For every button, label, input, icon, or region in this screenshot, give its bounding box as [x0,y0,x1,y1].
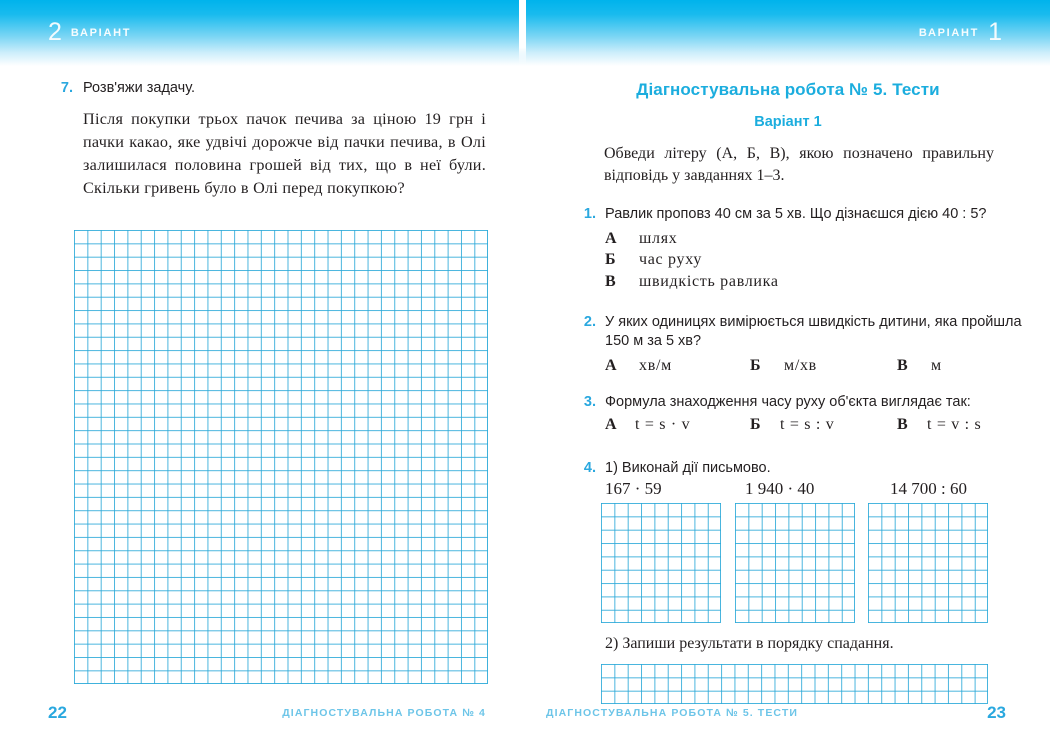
option-letter: В [897,416,908,433]
calculation-grid-2[interactable] [735,503,855,623]
question-2 [580,313,1035,351]
option-row[interactable] [605,271,779,292]
option-formula: t = s : v [780,416,835,433]
option-b[interactable] [750,355,897,376]
expression-2: 1 940 · 40 [745,479,815,498]
question-3-options [605,414,1015,435]
header-band [0,0,1050,66]
header-variant-left-number: 2 [48,18,62,46]
expression-3: 14 700 : 60 [890,479,967,498]
right-page-number: 23 [987,703,1006,722]
option-text: м [931,357,942,374]
option-text: хв/м [639,357,672,374]
question-2-text: У яких одиницях вимірюється швидкість дитини, яка пройшла 150 м за 5 хв? [605,314,1022,350]
question-4-text: 1) Виконай дії письмово. [605,460,771,476]
right-instruction: Обведи літеру (А, Б, В), якою позначено правильну відповідь у завданнях 1–3. [604,145,994,185]
question-4-number: 4. [583,460,596,476]
left-page [0,66,519,741]
question-1-number: 1. [583,206,596,222]
right-footer-label: ДІАГНОСТУВАЛЬНА РОБОТА № 5. ТЕСТИ [546,707,799,719]
left-task-heading [56,79,195,98]
right-page [526,66,1050,741]
left-answer-grid[interactable] [74,230,488,684]
left-task-body: Після покупки трьох пачок печива за ціною 19 грн і пачки какао, яке удвічі дорожче від пачки печива, в Олі залишилася половина грошей від тих, що в неї були. Скільки гривень було в Олі перед покупкою? [83,110,486,197]
option-letter: А [605,416,617,433]
left-task-title: Розв'яжи задачу. [83,80,196,96]
option-text: час руху [639,251,703,269]
question-1 [580,205,1032,224]
question-3 [580,393,1040,412]
option-letter: Б [750,357,761,374]
answer-strip-grid[interactable] [601,664,988,704]
option-letter: В [605,272,616,290]
question-3-text: Формула знаходження часу руху об'єкта виглядає так: [605,394,971,410]
option-a[interactable] [605,355,750,376]
right-variant-title: Варіант 1 [754,114,822,130]
option-v[interactable] [897,414,981,435]
option-a[interactable] [605,414,750,435]
header-variant-right-number: 1 [988,18,1002,46]
left-footer-label: ДІАГНОСТУВАЛЬНА РОБОТА № 4 [282,707,486,719]
left-page-number: 22 [48,703,67,722]
left-task-number: 7. [60,80,73,96]
header-variant-right-label: ВАРІАНТ [918,26,980,39]
option-formula: t = v : s [927,416,982,433]
question-1-text: Равлик проповз 40 см за 5 хв. Що дізнаєшся дією 40 : 5? [605,206,987,222]
option-row[interactable] [605,228,779,249]
calculation-grid-3[interactable] [868,503,988,623]
option-v[interactable] [897,355,942,376]
question-4-expressions [605,479,1015,503]
expression-1: 167 · 59 [605,479,662,498]
question-2-options [605,355,1005,376]
question-2-number: 2. [583,314,596,330]
option-letter: Б [605,251,616,269]
header-variant-left [48,20,131,45]
question-1-options [605,228,779,292]
header-gutter [519,0,526,66]
option-letter: В [897,357,908,374]
question-3-number: 3. [583,394,596,410]
option-text: м/хв [784,357,817,374]
option-row-inline [605,414,1015,435]
option-letter: Б [750,416,761,433]
option-formula: t = s · v [635,416,691,433]
right-work-title: Діагностувальна робота № 5. Тести [636,80,940,99]
option-text: швидкість равлика [639,272,779,290]
option-row-inline [605,355,1005,376]
option-letter: А [605,357,617,374]
header-variant-right [919,20,1002,45]
question-4 [580,459,1040,478]
option-row[interactable] [605,249,779,270]
option-b[interactable] [750,414,897,435]
calculation-grid-1[interactable] [601,503,721,623]
option-letter: А [605,230,617,247]
header-variant-left-label: ВАРІАНТ [70,26,132,39]
question-4-subtask: 2) Запиши результати в порядку спадання. [605,635,894,652]
option-text: шлях [639,230,678,247]
